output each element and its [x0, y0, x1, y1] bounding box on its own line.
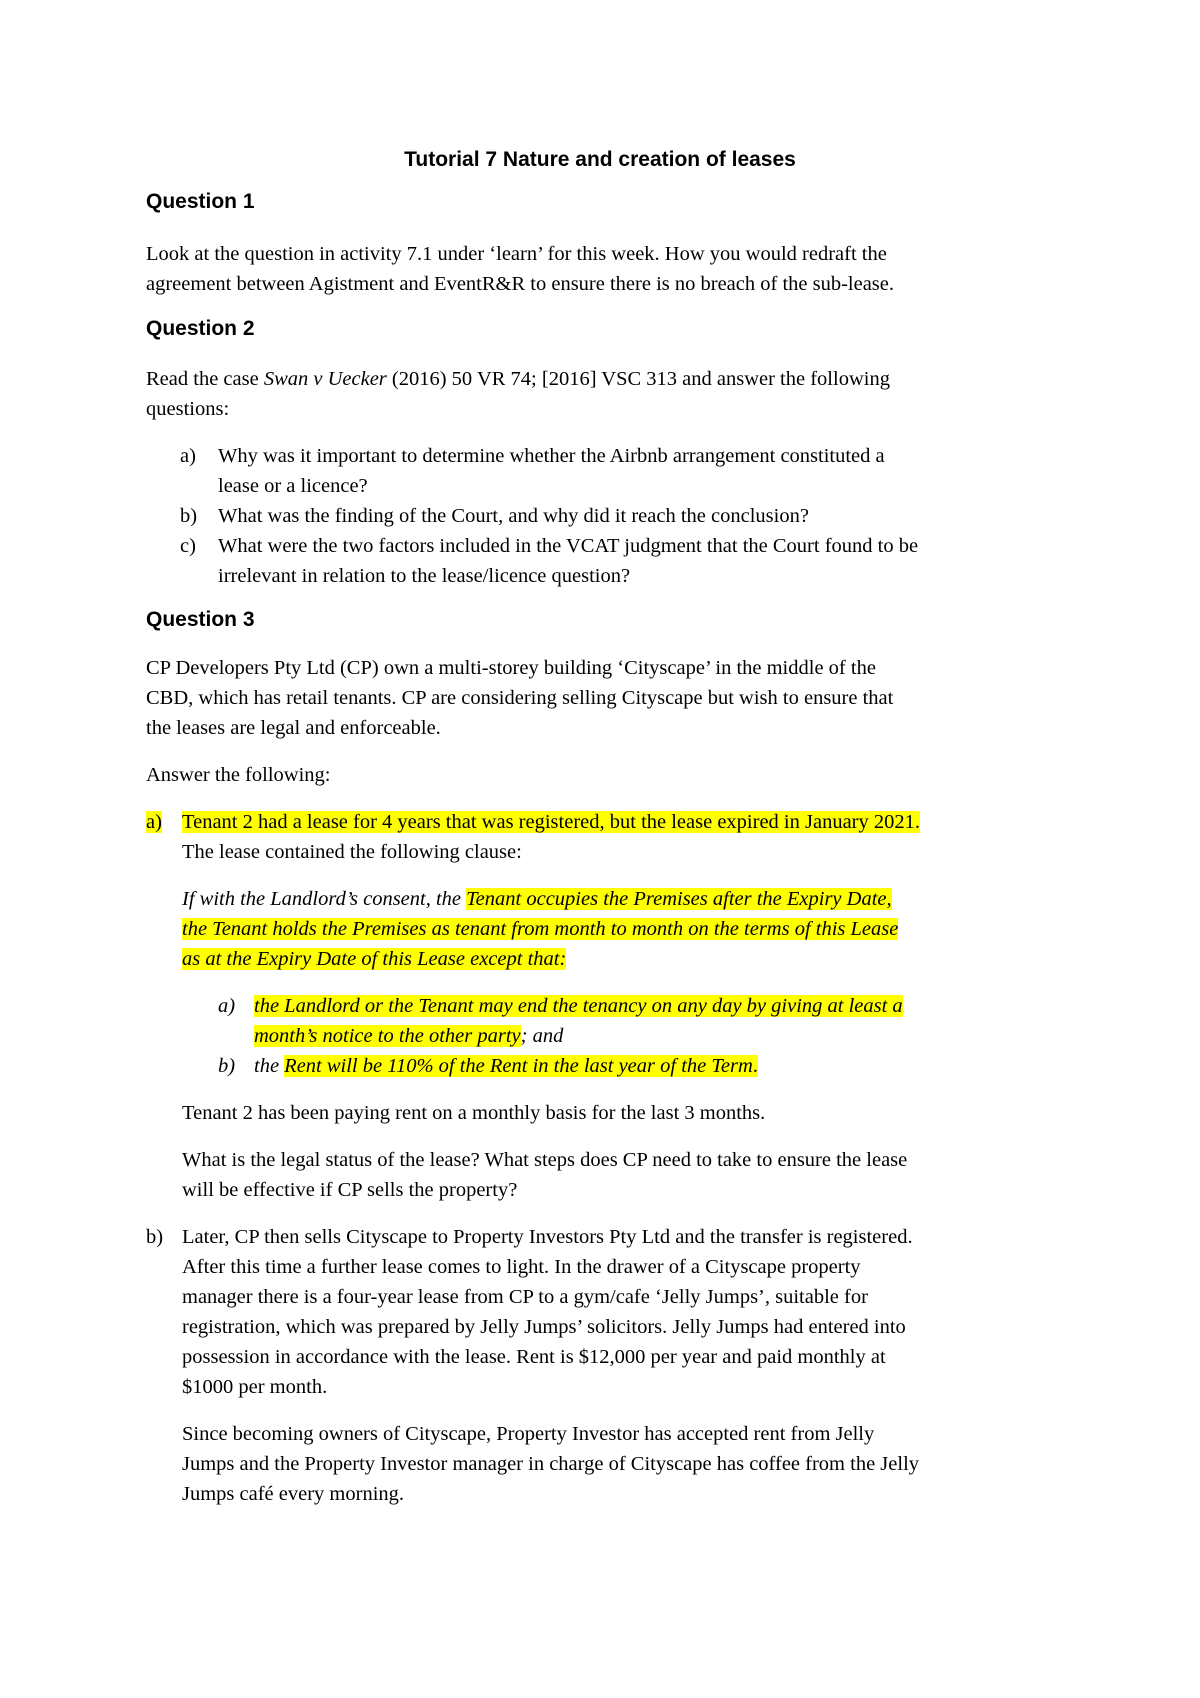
- clause-item: month’s notice to the other party; and: [254, 1025, 564, 1047]
- clause-item: the Landlord or the Tenant may end the tenancy on any day by giving at least a: [254, 995, 903, 1017]
- question-1-text-line: agreement between Agistment and EventR&R to ensure there is no breach of the sub-lease.: [146, 273, 895, 295]
- question-1-heading: Question 1: [146, 190, 255, 213]
- question-2-intro: questions:: [146, 398, 230, 420]
- question-1-text-line: Look at the question in activity 7.1 under ‘learn’ for this week. How you would redraft the: [146, 243, 887, 265]
- paragraph-line: Tenant 2 has been paying rent on a monthly basis for the last 3 months.: [182, 1102, 766, 1124]
- paragraph-line: will be effective if CP sells the property?: [182, 1179, 518, 1201]
- highlighted-text: Tenant 2 had a lease for 4 years that was registered, but the lease expired in January 2021.: [182, 811, 920, 833]
- list-marker: a): [146, 811, 162, 833]
- lease-clause: the Tenant holds the Premises as tenant from month to month on the terms of this Lease: [182, 918, 899, 940]
- paragraph-line: Answer the following:: [146, 764, 331, 786]
- paragraph-line: the leases are legal and enforceable.: [146, 717, 441, 739]
- paragraph-line: After this time a further lease comes to light. In the drawer of a Cityscape property: [182, 1256, 861, 1278]
- paragraph-line: Later, CP then sells Cityscape to Property Investors Pty Ltd and the transfer is registered.: [182, 1226, 913, 1248]
- question-3-heading: Question 3: [146, 608, 255, 631]
- paragraph-line: CP Developers Pty Ltd (CP) own a multi-storey building ‘Cityscape’ in the middle of the: [146, 657, 876, 679]
- paragraph-line: Since becoming owners of Cityscape, Property Investor has accepted rent from Jelly: [182, 1423, 875, 1445]
- paragraph-line: CBD, which has retail tenants. CP are considering selling Cityscape but wish to ensure that: [146, 687, 894, 709]
- list-marker: b): [218, 1055, 236, 1077]
- list-marker: b): [180, 505, 198, 527]
- lease-clause: If with the Landlord’s consent, the Tenant occupies the Premises after the Expiry Date,: [182, 888, 892, 910]
- list-marker: a): [180, 445, 196, 467]
- list-item: What was the finding of the Court, and why did it reach the conclusion?: [218, 505, 809, 527]
- paragraph-line: Jumps café every morning.: [182, 1483, 405, 1505]
- list-item: Why was it important to determine whether the Airbnb arrangement constituted a: [218, 445, 885, 467]
- question-2-heading: Question 2: [146, 317, 255, 340]
- list-item: lease or a licence?: [218, 475, 368, 497]
- list-marker: b): [146, 1226, 164, 1248]
- paragraph-line: Jumps and the Property Investor manager in charge of Cityscape has coffee from the Jelly: [182, 1453, 920, 1475]
- paragraph-line: $1000 per month.: [182, 1376, 328, 1398]
- paragraph-line: registration, which was prepared by Jelly Jumps’ solicitors. Jelly Jumps had entered into: [182, 1316, 906, 1338]
- list-item: irrelevant in relation to the lease/licence question?: [218, 565, 631, 587]
- lease-clause: as at the Expiry Date of this Lease except that:: [182, 948, 567, 970]
- list-marker: a): [218, 995, 236, 1017]
- paragraph-line: possession in accordance with the lease. Rent is $12,000 per year and paid monthly at: [182, 1346, 886, 1368]
- clause-item: the Rent will be 110% of the Rent in the last year of the Term.: [254, 1055, 758, 1077]
- page-title: Tutorial 7 Nature and creation of leases: [404, 148, 796, 171]
- list-marker: c): [180, 535, 196, 557]
- paragraph-line: manager there is a four-year lease from CP to a gym/cafe ‘Jelly Jumps’, suitable for: [182, 1286, 868, 1308]
- question-2-intro: Read the case Swan v Uecker (2016) 50 VR 74; [2016] VSC 313 and answer the following: [146, 368, 890, 390]
- case-name: Swan v Uecker: [263, 368, 387, 390]
- paragraph-line: What is the legal status of the lease? What steps does CP need to take to ensure the lease: [182, 1149, 908, 1171]
- list-item: What were the two factors included in the VCAT judgment that the Court found to be: [218, 535, 919, 557]
- paragraph-line: The lease contained the following clause:: [182, 841, 522, 863]
